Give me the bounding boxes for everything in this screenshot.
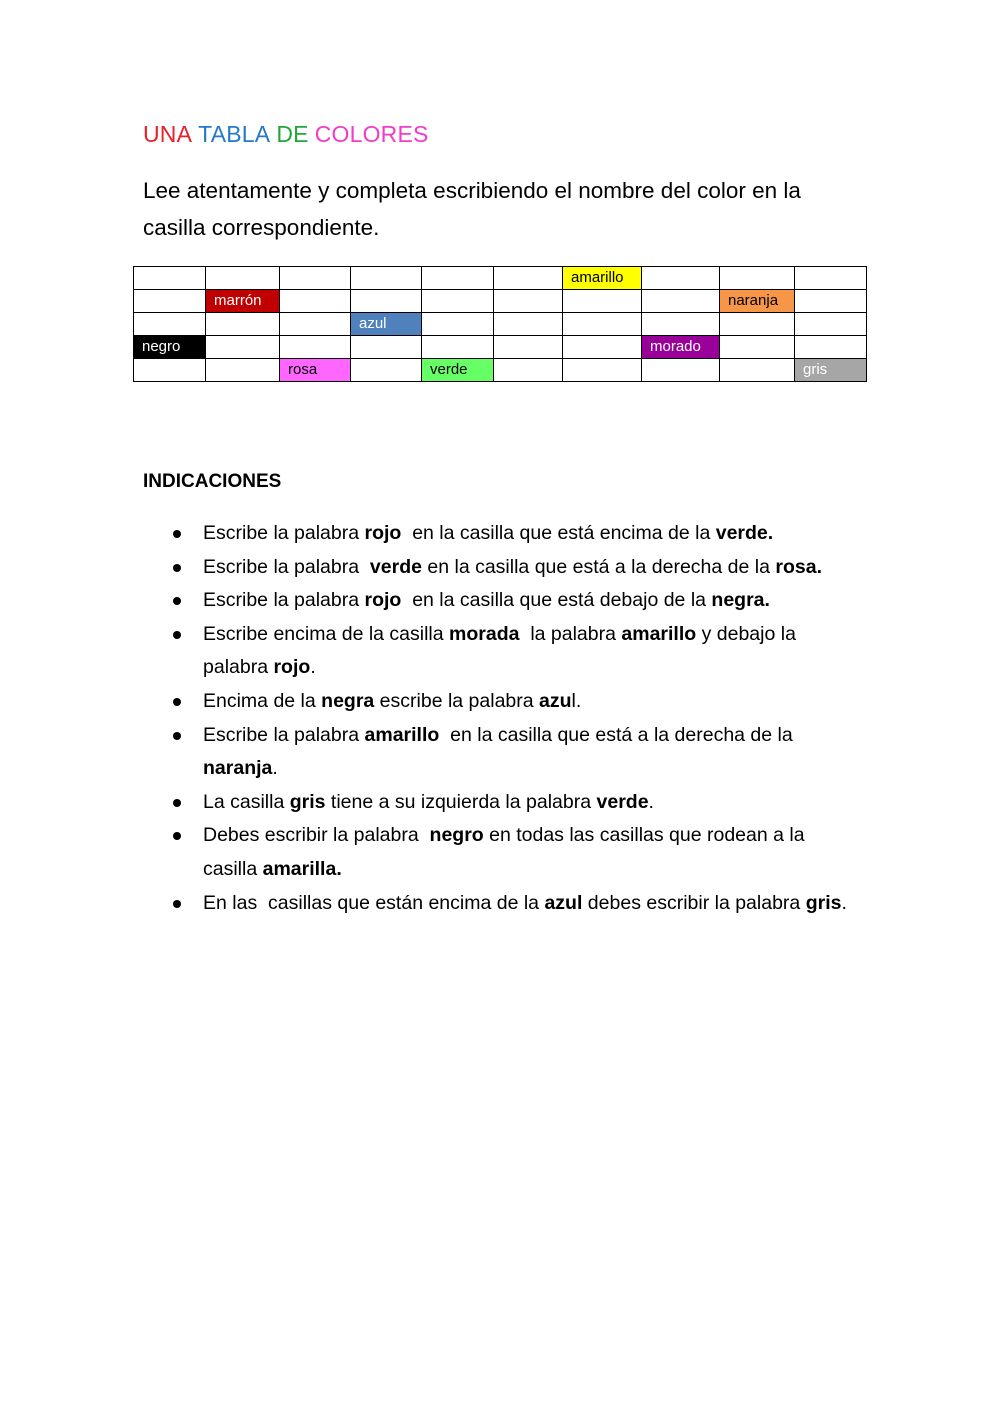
bullet-icon bbox=[173, 530, 181, 538]
instruction-text: Escribe la palabra bbox=[203, 589, 365, 612]
instruction-keyword: morada bbox=[449, 622, 520, 645]
grid-cell-empty[interactable] bbox=[494, 290, 563, 313]
instruction-item bbox=[143, 618, 863, 685]
instruction-keyword: verde bbox=[369, 555, 422, 578]
grid-cell-empty[interactable] bbox=[422, 290, 494, 313]
color-grid bbox=[133, 266, 867, 382]
instruction-item bbox=[143, 584, 863, 618]
instruction-item bbox=[143, 685, 863, 719]
instruction-text: escribe la palabra bbox=[374, 689, 540, 712]
instruction-keyword: amarillo bbox=[364, 723, 440, 746]
worksheet-title bbox=[143, 121, 435, 148]
grid-cell-empty[interactable] bbox=[134, 313, 206, 336]
grid-cell-azul: azul bbox=[351, 313, 422, 336]
grid-cell-empty[interactable] bbox=[206, 267, 280, 290]
grid-cell-empty[interactable] bbox=[280, 267, 351, 290]
grid-cell-empty[interactable] bbox=[494, 359, 563, 382]
grid-cell-empty[interactable] bbox=[563, 290, 642, 313]
grid-cell-empty[interactable] bbox=[422, 313, 494, 336]
instruction-text: La casilla bbox=[203, 790, 290, 813]
instruction-keyword: verde. bbox=[715, 522, 774, 544]
instruction-keyword: rojo bbox=[273, 656, 311, 679]
grid-cell-empty[interactable] bbox=[720, 336, 795, 359]
instruction-text: en todas las casillas que rodean a la casilla bbox=[203, 824, 810, 880]
bullet-icon bbox=[173, 900, 181, 908]
instruction-keyword: verde bbox=[596, 790, 649, 813]
instruction-text: tiene a su izquierda la palabra bbox=[325, 790, 597, 813]
instruction-keyword: azul bbox=[544, 891, 583, 914]
grid-cell-empty[interactable] bbox=[642, 313, 720, 336]
title-word: UNA bbox=[143, 121, 193, 147]
grid-cell-empty[interactable] bbox=[280, 336, 351, 359]
instruction-item bbox=[143, 887, 863, 921]
instruction-item bbox=[143, 786, 863, 820]
indicaciones-heading: INDICACIONES bbox=[143, 471, 282, 492]
instruction-text: Escribe la palabra bbox=[203, 522, 365, 544]
grid-row bbox=[134, 267, 867, 290]
grid-cell-empty[interactable] bbox=[494, 336, 563, 359]
grid-row bbox=[134, 313, 867, 336]
grid-cell-empty[interactable] bbox=[795, 267, 867, 290]
instruction-item bbox=[143, 819, 863, 886]
instruction-text: . bbox=[272, 757, 278, 780]
instruction-text: la palabra bbox=[519, 622, 622, 645]
instruction-item bbox=[143, 551, 863, 585]
instruction-text: Escribe la palabra bbox=[203, 555, 370, 578]
grid-cell-empty[interactable] bbox=[422, 336, 494, 359]
grid-cell-verde: verde bbox=[422, 359, 494, 382]
grid-cell-marrón: marrón bbox=[206, 290, 280, 313]
bullet-icon bbox=[173, 631, 181, 639]
grid-cell-empty[interactable] bbox=[134, 267, 206, 290]
instruction-item bbox=[143, 719, 863, 786]
bullet-icon bbox=[173, 698, 181, 706]
instruction-text: en la casilla que está encima de la bbox=[401, 522, 716, 544]
instruction-text: En las casillas que están encima de la bbox=[203, 891, 545, 914]
grid-cell-empty[interactable] bbox=[795, 336, 867, 359]
grid-cell-empty[interactable] bbox=[351, 267, 422, 290]
title-word: COLORES bbox=[314, 121, 429, 147]
grid-cell-empty[interactable] bbox=[563, 313, 642, 336]
instruction-keyword: amarilla. bbox=[262, 857, 342, 880]
grid-cell-amarillo: amarillo bbox=[563, 267, 642, 290]
instruction-text: en la casilla que está debajo de la bbox=[401, 589, 712, 612]
instruction-keyword: azu bbox=[539, 689, 572, 712]
grid-cell-empty[interactable] bbox=[563, 336, 642, 359]
instruction-text: Encima de la bbox=[203, 689, 322, 712]
grid-cell-empty[interactable] bbox=[494, 313, 563, 336]
instruction-keyword: negro bbox=[429, 824, 484, 847]
bullet-icon bbox=[173, 799, 181, 807]
instruction-text: . bbox=[841, 891, 847, 914]
grid-row bbox=[134, 359, 867, 382]
grid-cell-empty[interactable] bbox=[351, 359, 422, 382]
instruction-keyword: rojo bbox=[364, 522, 402, 544]
grid-cell-empty[interactable] bbox=[422, 267, 494, 290]
instruction-item bbox=[143, 517, 863, 551]
instruction-keyword: amarillo bbox=[621, 622, 697, 645]
instruction-text: . bbox=[310, 656, 316, 679]
grid-cell-morado: morado bbox=[642, 336, 720, 359]
grid-row bbox=[134, 290, 867, 313]
instruction-text: debes escribir la palabra bbox=[582, 891, 806, 914]
grid-cell-empty[interactable] bbox=[280, 290, 351, 313]
grid-cell-negro: negro bbox=[134, 336, 206, 359]
bullet-icon bbox=[173, 732, 181, 740]
instruction-text: l. bbox=[571, 689, 582, 712]
grid-cell-empty[interactable] bbox=[494, 267, 563, 290]
title-word: TABLA bbox=[198, 121, 271, 147]
grid-cell-empty[interactable] bbox=[206, 336, 280, 359]
instruction-text: en la casilla que está a la derecha de la bbox=[421, 555, 776, 578]
grid-cell-empty[interactable] bbox=[206, 313, 280, 336]
instruction-keyword: gris bbox=[289, 790, 326, 813]
grid-cell-empty[interactable] bbox=[563, 359, 642, 382]
grid-cell-empty[interactable] bbox=[134, 359, 206, 382]
title-word: DE bbox=[276, 121, 309, 147]
instruction-keyword: naranja bbox=[203, 757, 273, 780]
grid-cell-empty[interactable] bbox=[351, 290, 422, 313]
grid-cell-rosa: rosa bbox=[280, 359, 351, 382]
grid-cell-empty[interactable] bbox=[720, 359, 795, 382]
grid-cell-gris: gris bbox=[795, 359, 867, 382]
grid-cell-empty[interactable] bbox=[642, 290, 720, 313]
instruction-text: Debes escribir la palabra bbox=[203, 824, 430, 847]
grid-cell-empty[interactable] bbox=[720, 313, 795, 336]
grid-cell-naranja: naranja bbox=[720, 290, 795, 313]
bullet-icon bbox=[173, 832, 181, 840]
grid-cell-empty[interactable] bbox=[795, 290, 867, 313]
bullet-icon bbox=[173, 597, 181, 605]
grid-row bbox=[134, 336, 867, 359]
grid-cell-empty[interactable] bbox=[795, 313, 867, 336]
indicaciones-list bbox=[143, 517, 863, 920]
grid-cell-empty[interactable] bbox=[280, 313, 351, 336]
instruction-text: . bbox=[648, 790, 654, 813]
instruction-text: Escribe encima de la casilla bbox=[203, 622, 450, 645]
instruction-text: Escribe la palabra bbox=[203, 723, 365, 746]
grid-cell-empty[interactable] bbox=[720, 267, 795, 290]
grid-cell-empty[interactable] bbox=[351, 336, 422, 359]
grid-cell-empty[interactable] bbox=[642, 359, 720, 382]
instruction-keyword: negra. bbox=[711, 589, 770, 612]
instruction-keyword: negra bbox=[321, 689, 375, 712]
instruction-keyword: rojo bbox=[364, 589, 402, 612]
instruction-keyword: rosa. bbox=[775, 555, 822, 578]
grid-cell-empty[interactable] bbox=[206, 359, 280, 382]
instruction-text: en la casilla que está a la derecha de la bbox=[439, 723, 799, 746]
instruction-text: y debajo la palabra bbox=[203, 622, 802, 679]
grid-cell-empty[interactable] bbox=[642, 267, 720, 290]
intro-text: Lee atentamente y completa escribiendo el nombre del color en la casilla correspondiente. bbox=[143, 178, 801, 240]
grid-cell-empty[interactable] bbox=[134, 290, 206, 313]
bullet-icon bbox=[173, 564, 181, 572]
instruction-keyword: gris bbox=[805, 891, 842, 914]
